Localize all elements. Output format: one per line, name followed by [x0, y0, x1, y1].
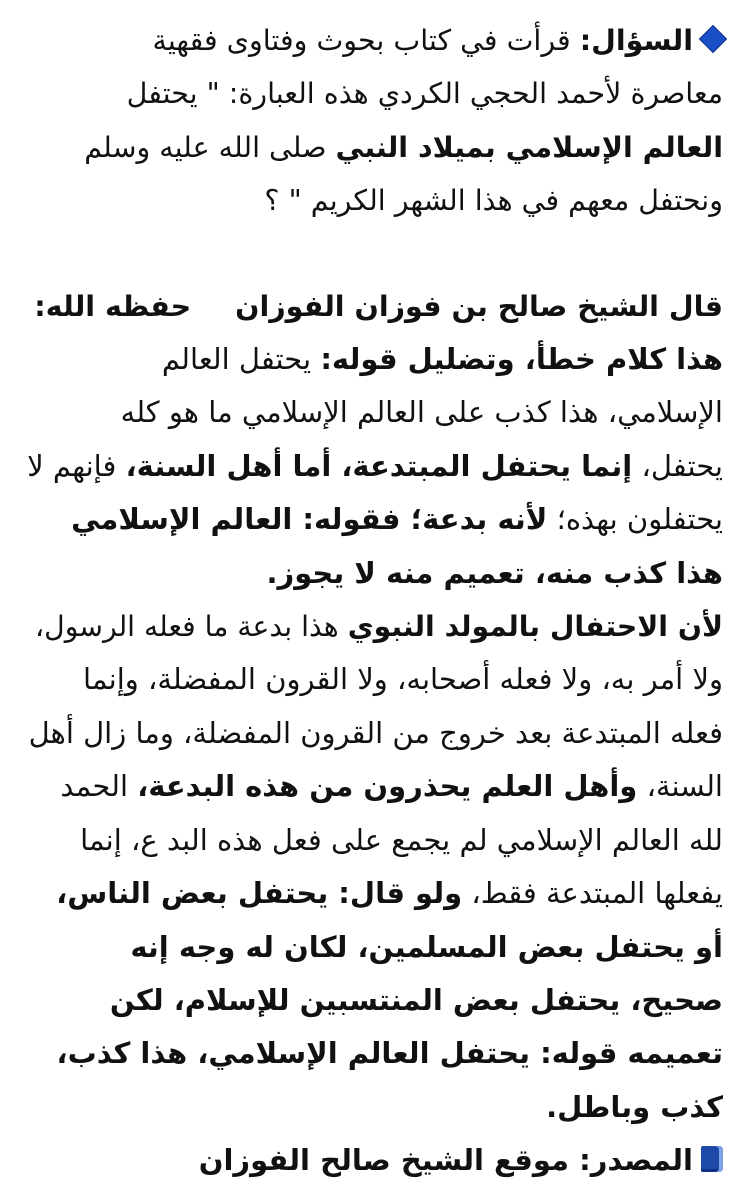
answer-line-6: لأن الاحتفال بالمولد النبوي هذا بدعة ما فعله الرسول،: [35, 610, 723, 644]
source-value: موقع الشيخ صالح الفوزان: [198, 1143, 569, 1178]
question-line-1: السؤال: قرأت في كتاب بحوث وفتاوى فقهية: [24, 14, 723, 67]
answer-line-15: كذب وباطل.: [546, 1089, 723, 1124]
answer-line-10: لله العالم الإسلامي لم يجمع على فعل هذه البد ع، إنما: [80, 822, 723, 857]
answer-speaker: قال الشيخ صالح بن فوزان الفوزانحفظه الله:: [34, 289, 723, 323]
answer-line-12: أو يحتفل بعض المسلمين، لكان له وجه إنه: [130, 929, 723, 964]
answer-line-11: يفعلها المبتدعة فقط، ولو قال: يحتفل بعض الناس،: [56, 876, 723, 911]
answer-line-8: فعله المبتدعة بعد خروج من القرون المفضلة، وما زال أهل: [28, 715, 723, 750]
answer-line-7: ولا أمر به، ولا فعله أصحابه، ولا القرون المفضلة، وإنما: [83, 662, 723, 697]
answer-line-13: صحيح، يحتفل بعض المنتسبين للإسلام، لكن: [109, 982, 723, 1017]
source-label: المصدر:: [579, 1143, 693, 1178]
answer-line-4: يحتفلون بهذه؛ لأنه بدعة؛ فقوله: العالم الإسلامي: [71, 502, 723, 537]
blue-book-icon: [701, 1146, 723, 1172]
answer-line-1: هذا كلام خطأ، وتضليل قوله: يحتفل العالم: [161, 342, 723, 377]
answer-line-5: هذا كذب منه، تعميم منه لا يجوز.: [266, 555, 723, 590]
answer-line-3: يحتفل، إنما يحتفل المبتدعة، أما أهل السنة، فإنهم لا: [27, 448, 723, 483]
spacer: [24, 228, 723, 280]
question-line-4: ونحتفل معهم في هذا الشهر الكريم " ؟: [264, 184, 723, 218]
source-line: [24, 1134, 723, 1187]
question-line-3: العالم الإسلامي بميلاد النبي صلى الله عليه وسلم: [84, 130, 723, 164]
answer-line-9: السنة، وأهل العلم يحذرون من هذه البدعة، الحمد: [60, 769, 723, 804]
answer-line-2: الإسلامي، هذا كذب على العالم الإسلامي ما هو كله: [120, 395, 723, 430]
answer-line-14: تعميمه قوله: يحتفل العالم الإسلامي، هذا كذب،: [56, 1036, 723, 1071]
question-label: السؤال:: [579, 24, 693, 57]
blue-diamond-icon: [699, 25, 727, 53]
question-line-2: معاصرة لأحمد الحجي الكردي هذه العبارة: " يحتفل: [126, 77, 723, 111]
